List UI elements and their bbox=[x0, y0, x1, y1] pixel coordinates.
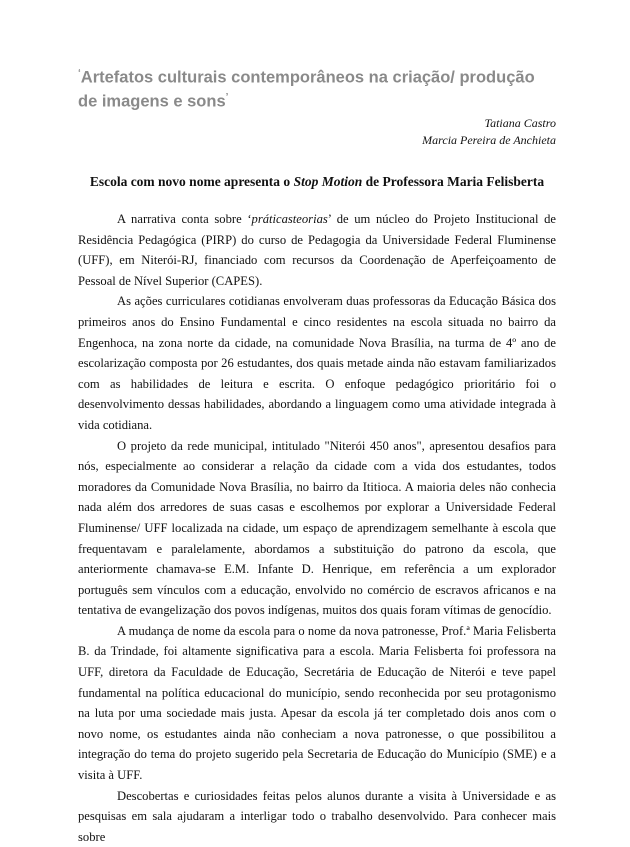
body-paragraph: Descobertas e curiosidades feitas pelos alunos durante a visita à Universidade e as pesquisas em sala ajudaram a interligar todo o trabalho desenvolvido. Para conhecer mais sobre bbox=[78, 788, 556, 844]
article-body bbox=[78, 209, 556, 847]
article-title bbox=[78, 173, 556, 191]
paragraph-text: A narrativa conta sobre ‘ bbox=[117, 212, 252, 226]
authors-block bbox=[78, 115, 556, 149]
header-title bbox=[78, 64, 556, 111]
body-paragraph bbox=[78, 209, 556, 291]
article-title-part: Escola com novo nome apresenta o bbox=[89, 174, 294, 189]
author-name: Marcia Pereira de Anchieta bbox=[422, 133, 556, 147]
paragraph-text: ’ de um núcleo do Projeto Institucional de Residência Pedagógica (PIRP) do curso de Pedagogia da Universidade Federal Fluminense (UFF), em Niterói-RJ, financiado com recursos da Coordenação de Aperfeiçoamento de Pessoal de Nível Superior (CAPES). bbox=[78, 212, 556, 288]
article-title-italic: Stop Motion bbox=[293, 174, 363, 189]
article-title-part: de Professora Maria Felisberta bbox=[362, 174, 545, 189]
header-quote-open: ‘ bbox=[78, 68, 81, 79]
body-paragraph: As ações curriculares cotidianas envolveram duas professoras da Educação Básica dos primeiros anos do Ensino Fundamental e cinco residentes na escola situada no bairro da Engenhoca, na zona norte da cidade, na comunidade Nova Brasília, na turma de 4º ano de escolarização composta por 26 estudantes, dos quais metade ainda não estavam familiarizados com as habilidades de leitura e escrita. O enfoque pedagógico prioritário foi o desenvolvimento dessas habilidades, abordando a linguagem como uma atividade integrada à vida cotidiana. bbox=[78, 294, 556, 432]
header-quote-close: ’ bbox=[225, 91, 229, 103]
paragraph-italic-term: práticasteorias bbox=[251, 212, 328, 226]
body-paragraph: O projeto da rede municipal, intitulado "Niterói 450 anos", apresentou desafios para nós, especialmente ao considerar a relação da cidade com a vida dos estudantes, todos moradores da Comunidade Nova Brasília, no bairro da Ititioca. A maioria deles não conhecia nada além dos arredores de suas casas e escolhemos por explorar a Universidade Federal Fluminense/ UFF localizada na cidade, um espaço de aprendizagem semelhante à escola que frequentavam e paralelamente, abordamos a substituição do patrono da escola, que anteriormente chamava-se E.M. Infante D. Henrique, em referência a um explorador português sem vínculos com a educação, envolvido no comércio de escravos africanos e na tentativa de evangelização dos povos indígenas, muitos dos quais foram vítimas de genocídio. bbox=[78, 438, 556, 618]
body-paragraph: A mudança de nome da escola para o nome da nova patronesse, Prof.ª Maria Felisberta B. da Trindade, foi altamente significativa para a escola. Maria Felisberta foi professora na UFF, diretora da Faculdade de Educação, Secretária de Educação de Niterói e teve papel fundamental na política educacional do município, sendo reconhecida por seu protagonismo na luta por uma sociedade mais justa. Apesar da escola já ter completado dois anos com o novo nome, os estudantes ainda não conheciam a nova patronesse, o que possibilitou a integração do tema do projeto sugerido pela Secretaria de Educação do Município (SME) e a visita à UFF. bbox=[78, 623, 556, 783]
header-title-text: Artefatos culturais contemporâneos na criação/ produção de imagens e sons bbox=[78, 68, 535, 110]
author-name: Tatiana Castro bbox=[484, 116, 556, 130]
